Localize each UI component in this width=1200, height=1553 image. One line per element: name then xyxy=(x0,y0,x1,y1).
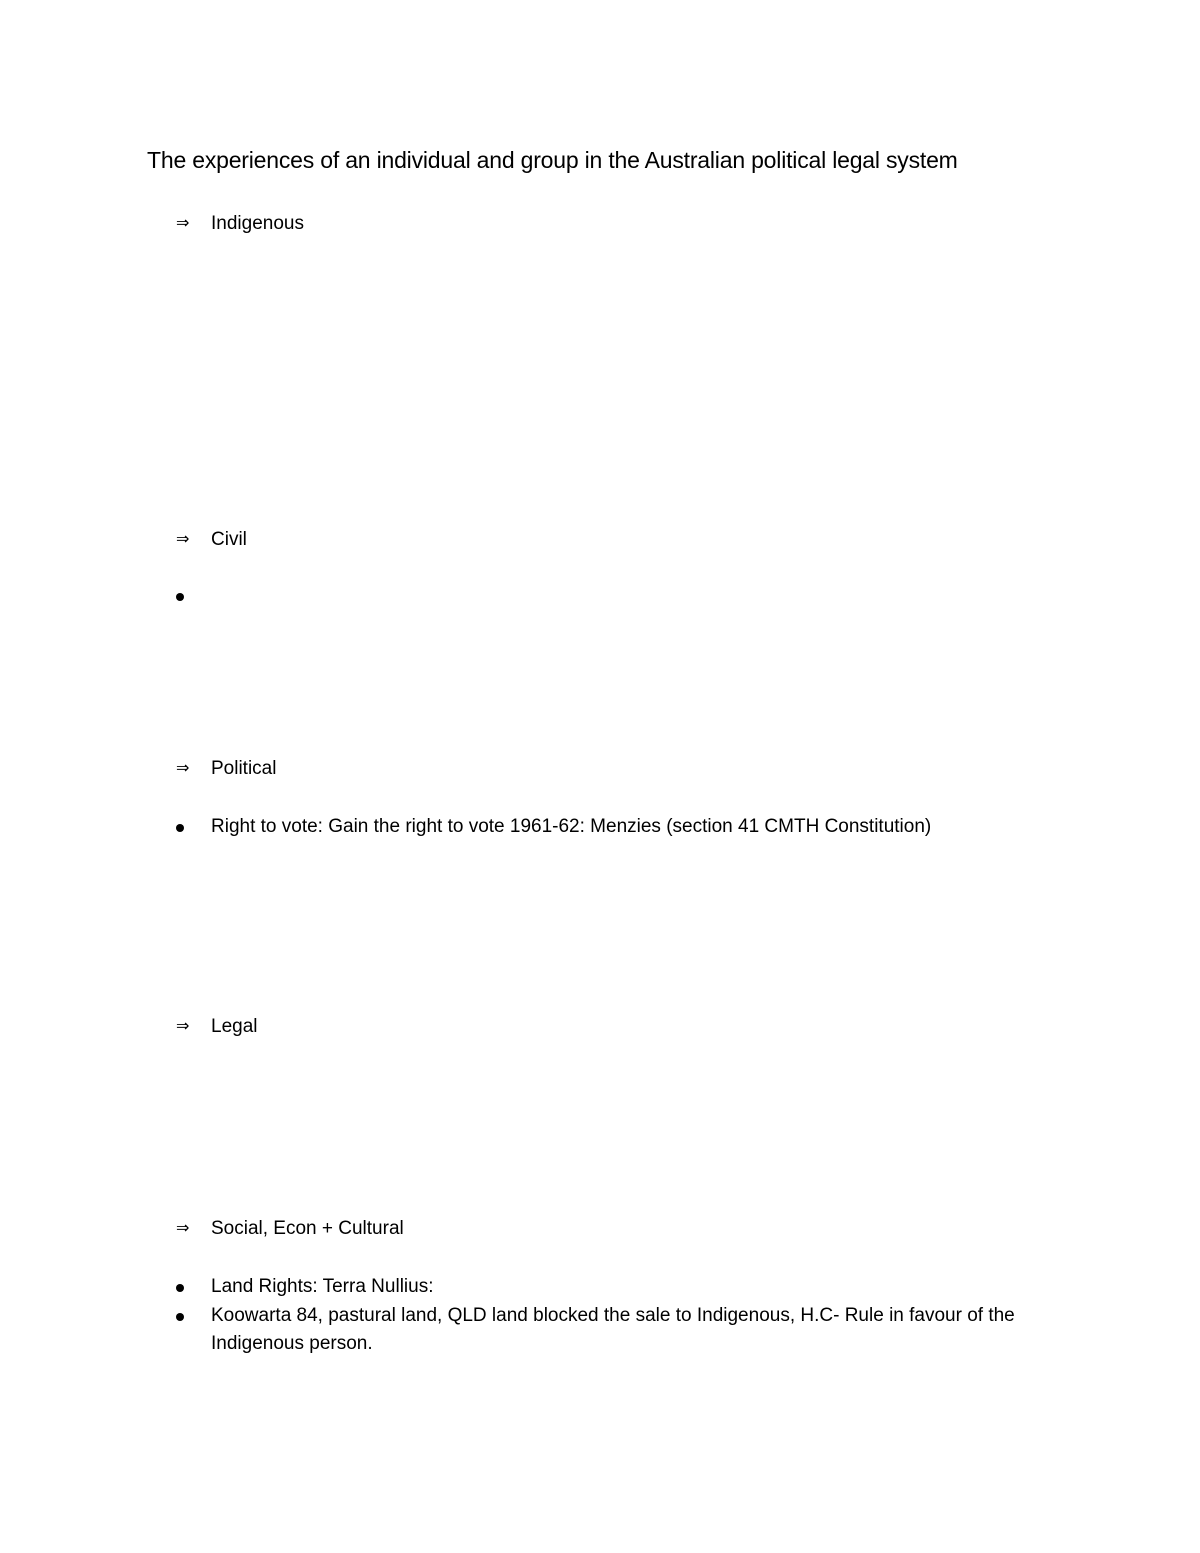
heading-political: Political xyxy=(211,758,277,779)
heading-legal: Legal xyxy=(211,1016,258,1037)
bullet-text: Koowarta 84, pastural land, QLD land blocked the sale to Indigenous, H.C- Rule in favour of the Indigenous person. xyxy=(211,1305,1015,1354)
double-arrow-icon: ⇒ xyxy=(176,215,190,232)
double-arrow-icon: ⇒ xyxy=(176,760,190,777)
heading-indigenous: Indigenous xyxy=(211,213,304,234)
bullet-icon xyxy=(176,593,184,601)
bullet-icon xyxy=(176,1284,184,1292)
document-title: The experiences of an individual and group in the Australian political legal system xyxy=(147,147,958,173)
double-arrow-icon: ⇒ xyxy=(176,1220,190,1237)
heading-social: Social, Econ + Cultural xyxy=(211,1218,404,1239)
double-arrow-icon: ⇒ xyxy=(176,531,190,548)
heading-civil: Civil xyxy=(211,529,247,550)
double-arrow-icon: ⇒ xyxy=(176,1018,190,1035)
bullet-text: Right to vote: Gain the right to vote 1961-62: Menzies (section 41 CMTH Constitution) xyxy=(211,816,932,837)
bullet-icon xyxy=(176,824,184,832)
bullet-text: Land Rights: Terra Nullius: xyxy=(211,1276,434,1297)
bullet-icon xyxy=(176,1313,184,1321)
